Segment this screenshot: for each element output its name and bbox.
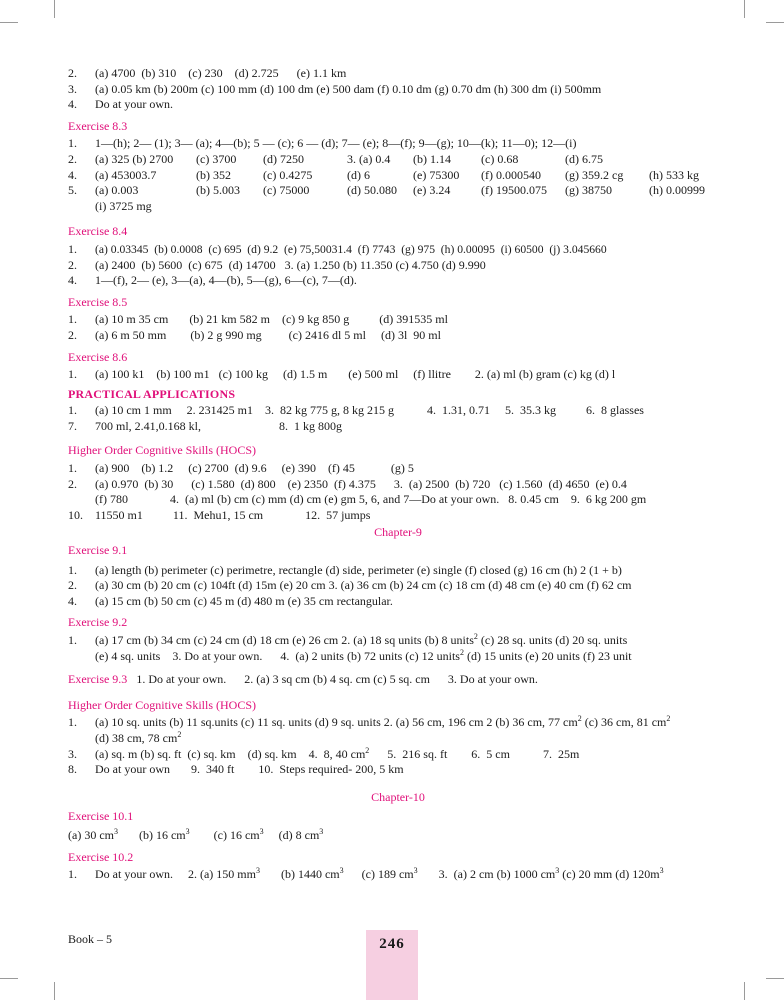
answer-line: 2. (a) 6 m 50 mm (b) 2 g 990 mg (c) 2416 dl 5 ml (d) 3l 90 ml bbox=[68, 327, 441, 342]
answer-line: 1. 1—(h); 2— (1); 3— (a); 4—(b); 5 — (c); 6 — (d); 7— (e); 8—(f); 9—(g); 10—(k); 11—0); 12—(i) bbox=[68, 136, 577, 151]
section-heading: Higher Order Cognitive Skills (HOCS) bbox=[68, 443, 256, 458]
answer-line: 1. (a) length (b) perimeter (c) perimetre, rectangle (d) side, perimeter (e) single (f) closed (g) 16 cm (h) 2 (1 + b) bbox=[68, 562, 622, 577]
crop-mark bbox=[744, 982, 745, 1000]
exercise-heading: Exercise 8.5 bbox=[68, 294, 128, 309]
exercise-heading: Exercise 10.1 bbox=[68, 809, 134, 824]
crop-mark bbox=[54, 0, 55, 18]
exercise-heading: Exercise 9.2 bbox=[68, 615, 128, 630]
answer-line: Exercise 9.3 1. Do at your own. 2. (a) 3 sq cm (b) 4 sq. cm (c) 5 sq. cm 3. Do at your own. bbox=[68, 672, 538, 687]
answer-line: 10. 11550 m1 11. Mehu1, 15 cm 12. 57 jumps bbox=[68, 507, 371, 522]
crop-mark bbox=[744, 0, 745, 18]
answer-line: (i) 3725 mg bbox=[95, 198, 152, 213]
answer-line: 1. (a) 900 (b) 1.2 (c) 2700 (d) 9.6 (e) 390 (f) 45 (g) 5 bbox=[68, 461, 414, 476]
answer-line: 8. Do at your own 9. 340 ft 10. Steps required- 200, 5 km bbox=[68, 762, 404, 777]
chapter-title: Chapter-10 bbox=[371, 789, 425, 804]
answer-line: 1. (a) 100 k1 (b) 100 m1 (c) 100 kg (d) 1.5 m (e) 500 ml (f) llitre 2. (a) ml (b) gram (c) kg (d) l bbox=[68, 367, 616, 382]
answer-key bbox=[68, 66, 728, 883]
answer-line: (d) 38 cm, 78 $cm^2$ bbox=[95, 729, 182, 745]
answer-line: 4. Do at your own. bbox=[68, 97, 173, 112]
answer-line: 7. 700 ml, 2.41,0.168 kl, 8. 1 kg 800g bbox=[68, 418, 343, 433]
answer-line: 2. (a) 4700 (b) 310 (c) 230 (d) 2.725 (e) 1.1 km bbox=[68, 66, 347, 80]
page-number: 246 bbox=[366, 930, 418, 1000]
answer-line: 4. (a) 453003.7 (b) 352 (c) 0.4275 (d) 6 (e) 75300 (f) 0.000540 (g) 359.2 cg (h) 533 kg bbox=[68, 167, 699, 182]
answer-line: 1. (a) 10 sq. units (b) 11 sq.units (c) 11 sq. units (d) 9 sq. units 2. (a) 56 cm, 196 cm 2 (b) 36 cm, 77 $cm^2$ (c) 36 cm, 81 $cm^2$ bbox=[68, 714, 671, 730]
exercise-heading: Exercise 8.4 bbox=[68, 224, 128, 239]
answer-line: 1. (a) 10 m 35 cm (b) 21 km 582 m (c) 9 kg 850 g (d) 391535 ml bbox=[68, 312, 448, 327]
exercise-heading: Exercise 8.6 bbox=[68, 349, 128, 364]
crop-mark bbox=[766, 978, 784, 979]
crop-mark bbox=[54, 982, 55, 1000]
answer-line: 5. (a) 0.003 (b) 5.003 (c) 75000 (d) 50.080 (e) 3.24 (f) 19500.075 (g) 38750 (h) 0.00999 bbox=[68, 183, 705, 198]
exercise-heading: Exercise 9.1 bbox=[68, 543, 128, 558]
answer-line: 3. (a) 0.05 km (b) 200m (c) 100 mm (d) 100 dm (e) 500 dam (f) 0.10 dm (g) 0.70 dm (h) 300 dm (i) 500mm bbox=[68, 81, 602, 96]
answer-line: 4. (a) 15 cm (b) 50 cm (c) 45 m (d) 480 m (e) 35 cm rectangular. bbox=[68, 593, 393, 608]
section-heading: PRACTICAL APPLICATIONS bbox=[68, 386, 236, 401]
answer-line: 2. (a) 30 cm (b) 20 cm (c) 104ft (d) 15m (e) 20 cm 3. (a) 36 cm (b) 24 cm (c) 18 cm (d) 48 cm (e) 40 cm (f) 62 cm bbox=[68, 578, 632, 593]
answer-line: 1. (a) 0.03345 (b) 0.0008 (c) 695 (d) 9.2 (e) 75,50031.4 (f) 7743 (g) 975 (h) 0.00095 (i) 60500 (j) 3.045660 bbox=[68, 241, 607, 256]
answer-line: (e) 4 sq. units 3. Do at your own. 4. (a) 2 units (b) 72 units (c) 12 units$^2$ (d) 15 units (e) 20 units (f) 23 unit bbox=[95, 647, 632, 663]
exercise-heading: Exercise 10.2 bbox=[68, 849, 134, 864]
book-label: Book – 5 bbox=[68, 932, 113, 946]
exercise-heading: Exercise 9.3 bbox=[68, 672, 128, 687]
crop-mark bbox=[766, 22, 784, 23]
answer-line: 3. (a) sq. m (b) sq. ft (c) sq. km (d) sq. km 4. 8, 40 $cm^2$ 5. 216 sq. ft 6. 5 cm 7. 25m bbox=[68, 745, 580, 761]
answer-line: 1. (a) 10 cm 1 mm 2. 231425 m1 3. 82 kg 775 g, 8 kg 215 g 4. 1.31, 0.71 5. 35.3 kg 6. 8 glasses bbox=[68, 403, 644, 418]
answer-line: (f) 780 4. (a) ml (b) cm (c) mm (d) cm (e) gm 5, 6, and 7—Do at your own. 8. 0.45 cm 9. 6 kg 200 gm bbox=[95, 492, 647, 507]
answer-line: 2. (a) 0.970 (b) 30 (c) 1.580 (d) 800 (e) 2350 (f) 4.375 3. (a) 2500 (b) 720 (c) 1.560 (d) 4650 (e) 0.4 bbox=[68, 476, 627, 491]
answer-line: 4. 1—(f), 2— (e), 3—(a), 4—(b), 5—(g), 6—(c), 7—(d). bbox=[68, 273, 357, 288]
exercise-heading: Exercise 8.3 bbox=[68, 118, 128, 133]
answer-line: 2. (a) 325 (b) 2700 (c) 3700 (d) 7250 3. (a) 0.4 (b) 1.14 (c) 0.68 (d) 6.75 bbox=[68, 151, 603, 166]
answer-line: 1. (a) 17 cm (b) 34 cm (c) 24 cm (d) 18 cm (e) 26 cm 2. (a) 18 sq units (b) 8 units$^2$ (c) 28 sq. units (d) 20 sq. units bbox=[68, 632, 628, 647]
answer-line: 1. Do at your own. 2. (a) 150 $mm^3$ (b) 1440 $cm^3$ (c) 189 $cm^3$ 3. (a) 2 cm (b) 1000 $cm^3$ (c) 20 mm (d) $120m^3$ bbox=[68, 866, 664, 882]
answer-line: (a) 30 $cm^3$ (b) 16 $cm^3$ (c) 16 $cm^3$ (d) 8 $cm^3$ bbox=[68, 826, 324, 842]
chapter-title: Chapter-9 bbox=[374, 525, 422, 540]
section-heading: Higher Order Cognitive Skills (HOCS) bbox=[68, 697, 256, 712]
crop-mark bbox=[0, 978, 18, 979]
answer-line: 2. (a) 2400 (b) 5600 (c) 675 (d) 14700 3. (a) 1.250 (b) 11.350 (c) 4.750 (d) 9.990 bbox=[68, 257, 486, 272]
crop-mark bbox=[0, 22, 18, 23]
